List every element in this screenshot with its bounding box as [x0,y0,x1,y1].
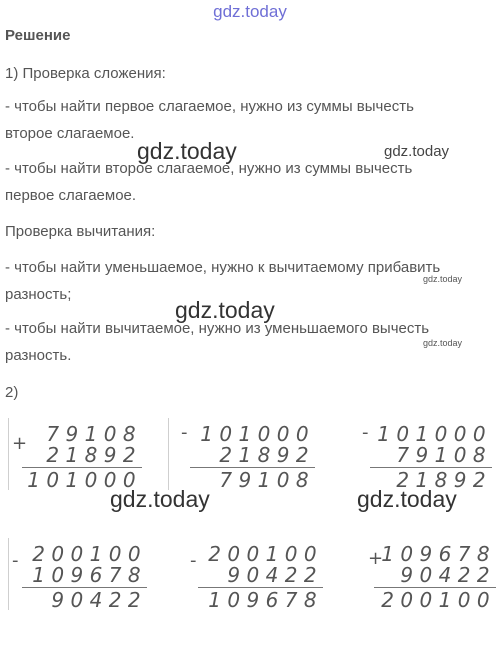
operation-sign: + [368,548,384,569]
watermark: gdz.today [423,274,463,284]
text-line: - чтобы найти уменьшаемое, нужно к вычитаемому прибавить [5,259,441,276]
operand-a: 79108 [46,422,142,446]
operand-a: 109678 [381,542,496,566]
column-calc-2 [190,424,315,491]
solution-title: Решение [5,27,71,44]
column-calc-1 [22,424,142,491]
text-line: - чтобы найти второе слагаемое, нужно из суммы вычесть [5,160,413,177]
operand-a: 200100 [208,542,323,566]
operand-b: 90422 [227,563,323,587]
grid-line [168,418,169,490]
column-calc-3 [370,424,492,491]
column-calc-6 [374,544,496,611]
grid-line [8,418,9,490]
text-line: - чтобы найти вычитаемое, нужно из уменьшаемого вычесть [5,320,430,337]
column-calc-5 [198,544,323,611]
check-subtraction-heading: Проверка вычитания: [5,223,156,240]
result: 79108 [219,468,315,492]
operand-b: 79108 [396,443,492,467]
watermark: gdz.today [384,143,450,160]
operand-a: 101000 [377,422,492,446]
operation-sign: - [181,422,188,443]
watermark: gdz.today [357,486,457,512]
watermark: gdz.today [423,338,463,348]
result: 101000 [27,468,142,492]
operation-sign: - [12,550,19,571]
text-line: - чтобы найти первое слагаемое, нужно из суммы вычесть [5,98,414,115]
column-calc-4 [22,544,147,611]
result: 200100 [381,588,496,612]
check-addition-heading: 1) Проверка сложения: [5,65,166,82]
operand-a: 200100 [32,542,147,566]
operand-a: 101000 [200,422,315,446]
operation-sign: - [362,422,369,443]
text-line: разность; [5,286,72,303]
result: 21892 [396,468,492,492]
part-two-label: 2) [5,384,19,401]
text-line: разность. [5,347,72,364]
watermark: gdz.today [110,486,210,512]
grid-line [8,538,9,610]
result: 109678 [208,588,323,612]
operation-sign: - [190,550,197,571]
operand-b: 109678 [32,563,147,587]
operand-b: 21892 [219,443,315,467]
watermark: gdz.today [137,138,237,164]
operand-b: 90422 [400,563,496,587]
operation-sign: + [12,433,28,454]
header-watermark: gdz.today [213,2,287,21]
text-line: второе слагаемое. [5,125,135,142]
text-line: первое слагаемое. [5,187,137,204]
result: 90422 [51,588,147,612]
watermark: gdz.today [175,297,275,323]
column-arithmetic [0,410,500,630]
operand-b: 21892 [46,443,142,467]
